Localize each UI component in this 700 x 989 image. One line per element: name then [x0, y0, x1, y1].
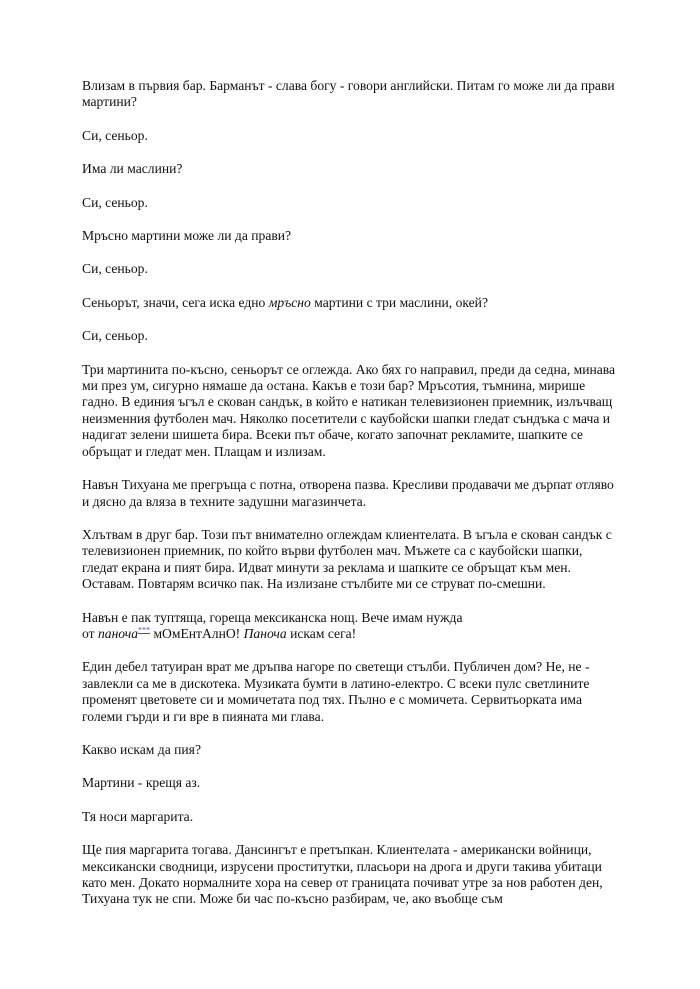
paragraph-17: Ще пия маргарита тогава. Дансингът е претъпкан. Клиентелата - американски войници, мексикански сводници, изрусени проститутки, пласьори на дрога и други такива убитаци като мен. Докато нормалните хора на север от границата почиват утре за нов работен ден, Тихуана тук не спи. Може би час по-късно разбирам, че, ако въобще съм — [82, 842, 603, 907]
paragraph-9: Три мартинита по-късно, сеньорът се оглежда. Ако бях го направил, преди да седна, минава ми през ум, сигурно нямаше да остана. Какъв е този бар? Мръсотия, тъмнина, мирише гадно. В единия ъгъл е скован сандък, в който е натикан телевизионен приемник, излъчващ неизменния футболен мач. Няколко посетители с каубойски шапки гледат съндъка с мача и надигат зелени шишета бира. Всеки път обаче, когато започнат рекламите, шапките се обръщат и гледат мен. Плащам и излизам. — [82, 361, 616, 459]
paragraph-12-line-1: Навън е пак туптяща, гореща мексиканска нощ. Вече имам нужда — [82, 609, 463, 625]
footnote-link[interactable]: *** — [138, 625, 151, 635]
paragraph-5: Мръсно мартини може ли да прави? — [82, 228, 292, 244]
paragraph-7-emphasis: мръсно — [268, 294, 311, 310]
paragraph-13: Един дебел татуиран врат ме дръпва нагоре по светещи стълби. Публичен дом? Не, не - завлекли са ме в дискотека. Музиката бумти в латино-електро. С всеки пулс светлините променят цветовете си и момичетата под тях. Пълно е с момичета. Сервитьорката има големи гърди и ги вре в пияната ми глава. — [82, 659, 590, 724]
paragraph-7-before: Сеньорът, значи, сега иска едно — [82, 294, 269, 310]
paragraph-6: Си, сеньор. — [82, 261, 148, 277]
paragraph-8: Си, сеньор. — [82, 328, 148, 344]
paragraph-2: Си, сеньор. — [82, 127, 148, 143]
paragraph-11: Хлътвам в друг бар. Този път внимателно оглеждам клиентелата. В ъгъла е скован сандък с телевизионен приемник, по който върви футболен мач. Мъжете са с каубойски шапки, гледат екрана и пият бира. Идват минути за реклама и шапките се обръщат към мен. Оставам. Повтарям всичко пак. На излизане стълбите ми се струват по-смешни. — [82, 526, 612, 592]
paragraph-15: Мартини - крещя аз. — [82, 775, 201, 791]
paragraph-3: Има ли маслини? — [82, 161, 183, 177]
paragraph-7 — [82, 295, 620, 311]
paragraph-12-emphasis-2: Паноча — [243, 625, 287, 641]
paragraph-12-after: искам сега! — [286, 625, 357, 641]
paragraph-12-pre: от — [82, 625, 98, 641]
paragraph-12-mid: мОмЕнтАлнО! — [150, 625, 244, 641]
paragraph-12 — [82, 610, 620, 643]
paragraph-16: Тя носи маргарита. — [82, 808, 194, 824]
paragraph-4: Си, сеньор. — [82, 194, 148, 210]
paragraph-14: Какво искам да пия? — [82, 741, 201, 757]
paragraph-12-emphasis-1: паноча — [97, 625, 139, 641]
paragraph-10: Навън Тихуана ме прегръща с потна, отворена пазва. Кресливи продавачи ме дърпат отляво и дясно да вляза в техните задушни магазинчета. — [82, 477, 614, 509]
paragraph-7-after: мартини с три маслини, окей? — [310, 294, 488, 310]
paragraph-1: Влизам в първия бар. Барманът - слава богу - говори английски. Питам го може ли да прави мартини? — [82, 78, 615, 110]
